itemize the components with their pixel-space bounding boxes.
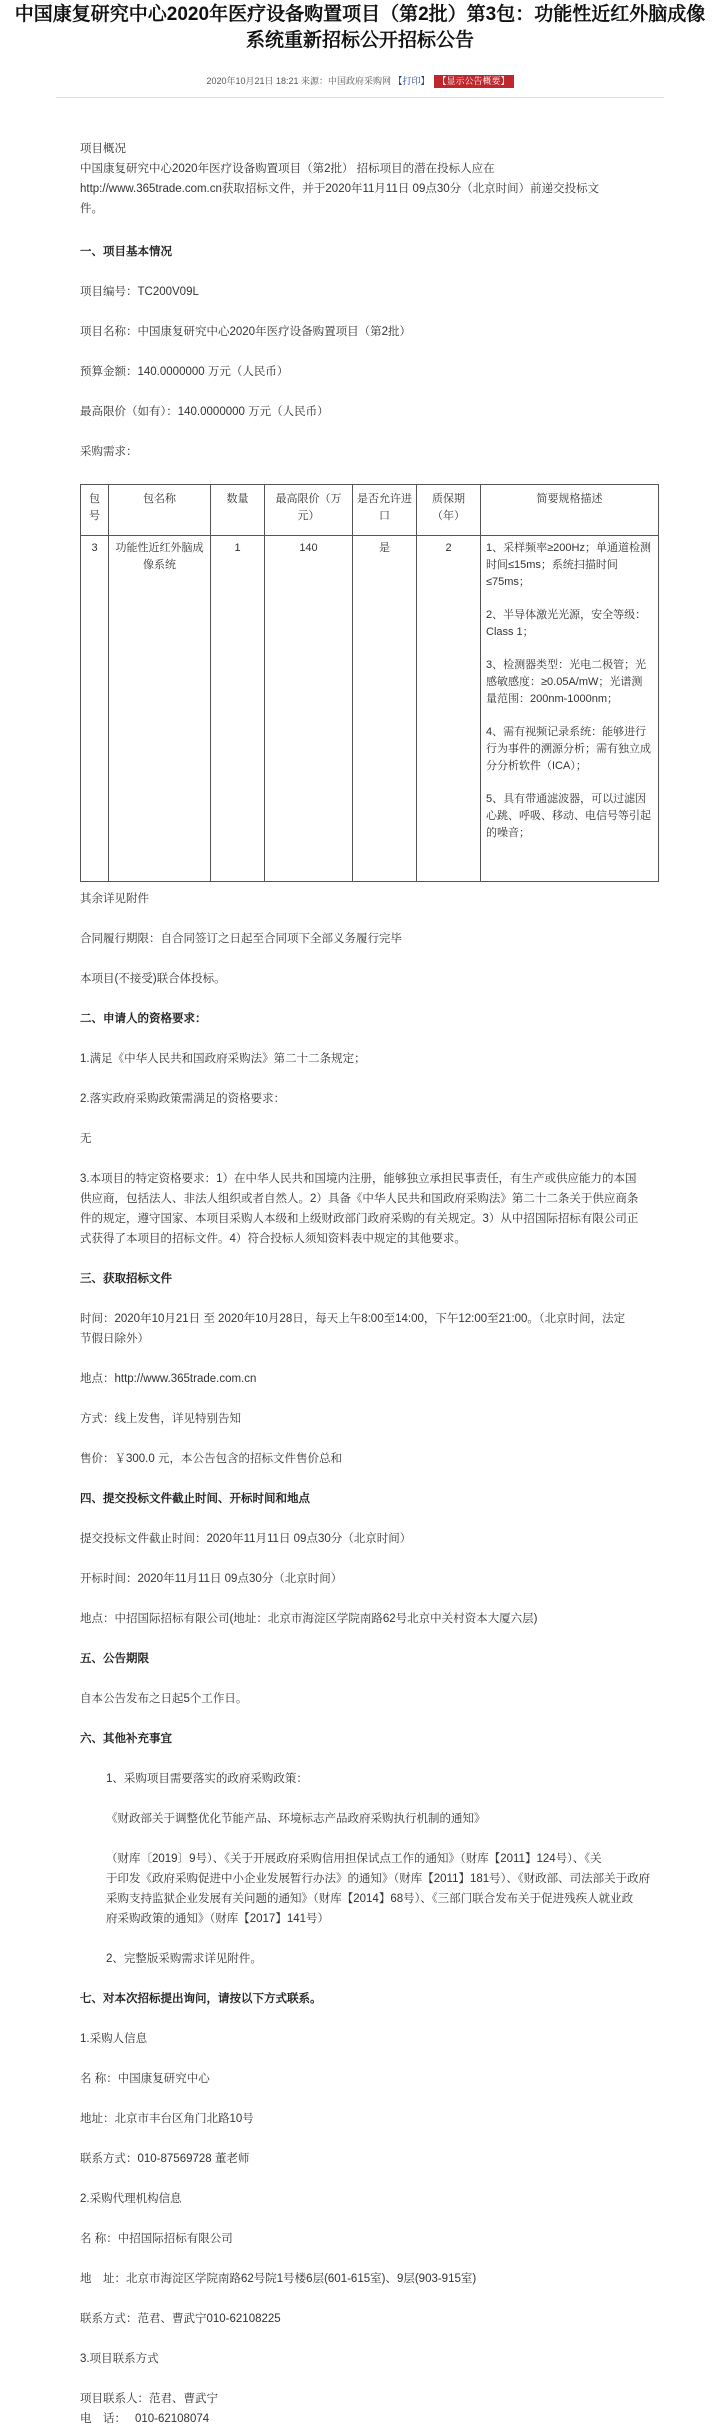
- spec-item: 4、需有视频记录系统：能够进行行为事件的溯源分析；需有独立成分分析软件（ICA）；: [486, 726, 651, 772]
- publish-date-source: 2020年10月21日 18:21 来源：中国政府采购网: [206, 76, 394, 86]
- obtain-time: 节假日除外）: [80, 1333, 149, 1345]
- page-title: [0, 2, 720, 54]
- overview-line: http://www.365trade.com.cn获取招标文件，并于2020年11月11日 09点30分（北京时间）前递交投标文: [80, 183, 600, 195]
- project-number: 项目编号：TC200V09L: [80, 286, 199, 298]
- obtain-method: 方式：线上发售，详见特别告知: [80, 1413, 241, 1425]
- policy-item: 府采购政策的通知》（财库【2017】141号）: [106, 1913, 330, 1925]
- purchaser-name: 名 称：中国康复研究中心: [80, 2073, 210, 2085]
- announcement-period: 自本公告发布之日起5个工作日。: [80, 1693, 248, 1705]
- cell-package-name: 功能性近红外脑成像系统: [109, 536, 211, 882]
- spec-item: 1、采样频率≥200Hz；单通道检测时间≤15ms；系统扫描时间≤75ms；: [486, 542, 651, 588]
- title-line-1: 中国康复研究中心2020年医疗设备购置项目（第2批）第3包：功能性近红外脑成像: [14, 4, 706, 25]
- cell-import: 是: [353, 536, 417, 882]
- cell-warranty: 2: [417, 536, 481, 882]
- section-heading: 二、申请人的资格要求：: [80, 1013, 207, 1025]
- obtain-place: 地点：http://www.365trade.com.cn: [80, 1373, 257, 1385]
- opening-time: 开标时间：2020年11月11日 09点30分（北京时间）: [80, 1573, 343, 1585]
- policy-item: 于印发《政府采购促进中小企业发展暂行办法》的通知》（财库【2011】181号）、《财政部、司法部关于政府: [106, 1873, 651, 1885]
- overview-line: 件。: [80, 203, 103, 215]
- spec-item: 5、具有带通滤波器，可以过滤因心跳、呼吸、移动、电信号等引起的噪音；: [486, 793, 651, 839]
- table-header-row: [81, 485, 659, 536]
- header-package-no: 包号: [81, 485, 109, 536]
- section-heading: 一、项目基本情况: [80, 246, 172, 258]
- spec-item: 3、检测器类型：光电二极管；光感敏感度：≥0.05A/mW；光谱测量范围：200nm-1000nm；: [486, 659, 647, 705]
- header-max-price: 最高限价（万元）: [265, 485, 353, 536]
- qualification-item: 1.满足《中华人民共和国政府采购法》第二十二条规定；: [80, 1053, 366, 1065]
- print-link[interactable]: 【打印】: [393, 76, 430, 86]
- qualification-item: 件的规定，遵守国家、本项目采购人本级和上级财政部门政府采购的有关规定。3）从中招国际招标有限公司正: [80, 1213, 639, 1225]
- table-row: [81, 536, 659, 882]
- agent-address: 地 址：北京市海淀区学院南路62号院1号楼6层(601-615室)、9层(903-915室): [80, 2273, 477, 2285]
- cell-quantity: 1: [211, 536, 265, 882]
- contact-subheading: 2.采购代理机构信息: [80, 2193, 182, 2205]
- opening-place: 地点：中招国际招标有限公司(地址：北京市海淀区学院南路62号北京中关村资本大厦六层): [80, 1613, 538, 1625]
- header-spec: 简要规格描述: [481, 485, 659, 536]
- cell-max-price: 140: [265, 536, 353, 882]
- publish-meta: [0, 74, 720, 88]
- supplement-item: 1、采购项目需要落实的政府采购政策：: [106, 1773, 308, 1785]
- supplement-item: 2、完整版采购需求详见附件。: [106, 1953, 262, 1965]
- requirement-label: 采购需求：: [80, 446, 138, 458]
- qualification-item: 式获得了本项目的招标文件。4）符合投标人须知资料表中规定的其他要求。: [80, 1233, 466, 1245]
- header-warranty: 质保期（年）: [417, 485, 481, 536]
- agent-contact: 联系方式：范君、曹武宁010-62108225: [80, 2313, 281, 2325]
- divider: [56, 97, 664, 98]
- agent-name: 名 称：中招国际招标有限公司: [80, 2233, 233, 2245]
- section-heading: 六、其他补充事宜: [80, 1733, 172, 1745]
- submission-deadline: 提交投标文件截止时间：2020年11月11日 09点30分（北京时间）: [80, 1533, 412, 1545]
- requirement-table: [80, 484, 659, 882]
- section-heading: 四、提交投标文件截止时间、开标时间和地点: [80, 1493, 310, 1505]
- contact-subheading: 1.采购人信息: [80, 2033, 148, 2045]
- section-heading: 五、公告期限: [80, 1653, 149, 1665]
- spec-item: 2、半导体激光光源，安全等级：Class 1；: [486, 609, 647, 638]
- policy-item: （财库〔2019〕9号）、《关于开展政府采购信用担保试点工作的通知》（财库【2011】124号）、《关: [106, 1853, 602, 1865]
- title-line-2: 系统重新招标公开招标公告: [245, 30, 474, 51]
- purchaser-contact: 联系方式：010-87569728 董老师: [80, 2153, 250, 2165]
- cell-spec: [481, 536, 659, 882]
- overview-line: 中国康复研究中心2020年医疗设备购置项目（第2批） 招标项目的潜在投标人应在: [80, 163, 495, 175]
- contract-period: 合同履行期限：自合同签订之日起至合同项下全部义务履行完毕: [80, 933, 402, 945]
- details-note: 其余详见附件: [80, 893, 149, 905]
- cell-package-no: 3: [81, 536, 109, 882]
- qualification-none: 无: [80, 1133, 92, 1145]
- contact-subheading: 3.项目联系方式: [80, 2353, 159, 2365]
- header-package-name: 包名称: [109, 485, 211, 536]
- purchaser-address: 地址：北京市丰台区角门北路10号: [80, 2113, 254, 2125]
- policy-item: 《财政部关于调整优化节能产品、环境标志产品政府采购执行机制的通知》: [106, 1813, 486, 1825]
- project-contact-person: 项目联系人：范君、曹武宁: [80, 2393, 218, 2405]
- project-name: 项目名称：中国康复研究中心2020年医疗设备购置项目（第2批）: [80, 326, 411, 338]
- obtain-time: 时间：2020年10月21日 至 2020年10月28日，每天上午8:00至14:00，下午12:00至21:00。（北京时间，法定: [80, 1313, 626, 1325]
- section-heading: 七、对本次招标提出询问，请按以下方式联系。: [80, 1993, 322, 2005]
- max-price: 最高限价（如有）：140.0000000 万元（人民币）: [80, 406, 329, 418]
- show-summary-button[interactable]: 【显示公告概要】: [434, 75, 514, 88]
- qualification-item: 2.落实政府采购政策需满足的资格要求：: [80, 1093, 286, 1105]
- overview-heading: 项目概况: [80, 143, 126, 155]
- policy-item: 采购支持监狱企业发展有关问题的通知》（财库【2014】68号）、《三部门联合发布关于促进残疾人就业政: [106, 1893, 634, 1905]
- header-import: 是否允许进口: [353, 485, 417, 536]
- qualification-item: 供应商，包括法人、非法人组织或者自然人。2）具备《中华人民共和国政府采购法》第二十二条关于供应商条: [80, 1193, 639, 1205]
- project-contact-phone: 电 话： 010-62108074: [80, 2413, 210, 2425]
- consortium-note: 本项目(不接受)联合体投标。: [80, 973, 226, 985]
- budget-amount: 预算金额：140.0000000 万元（人民币）: [80, 366, 289, 378]
- header-quantity: 数量: [211, 485, 265, 536]
- section-heading: 三、获取招标文件: [80, 1273, 172, 1285]
- qualification-item: 3.本项目的特定资格要求：1）在中华人民共和国境内注册，能够独立承担民事责任，有生产或供应能力的本国: [80, 1173, 637, 1185]
- document-price: 售价：￥300.0 元，本公告包含的招标文件售价总和: [80, 1453, 342, 1465]
